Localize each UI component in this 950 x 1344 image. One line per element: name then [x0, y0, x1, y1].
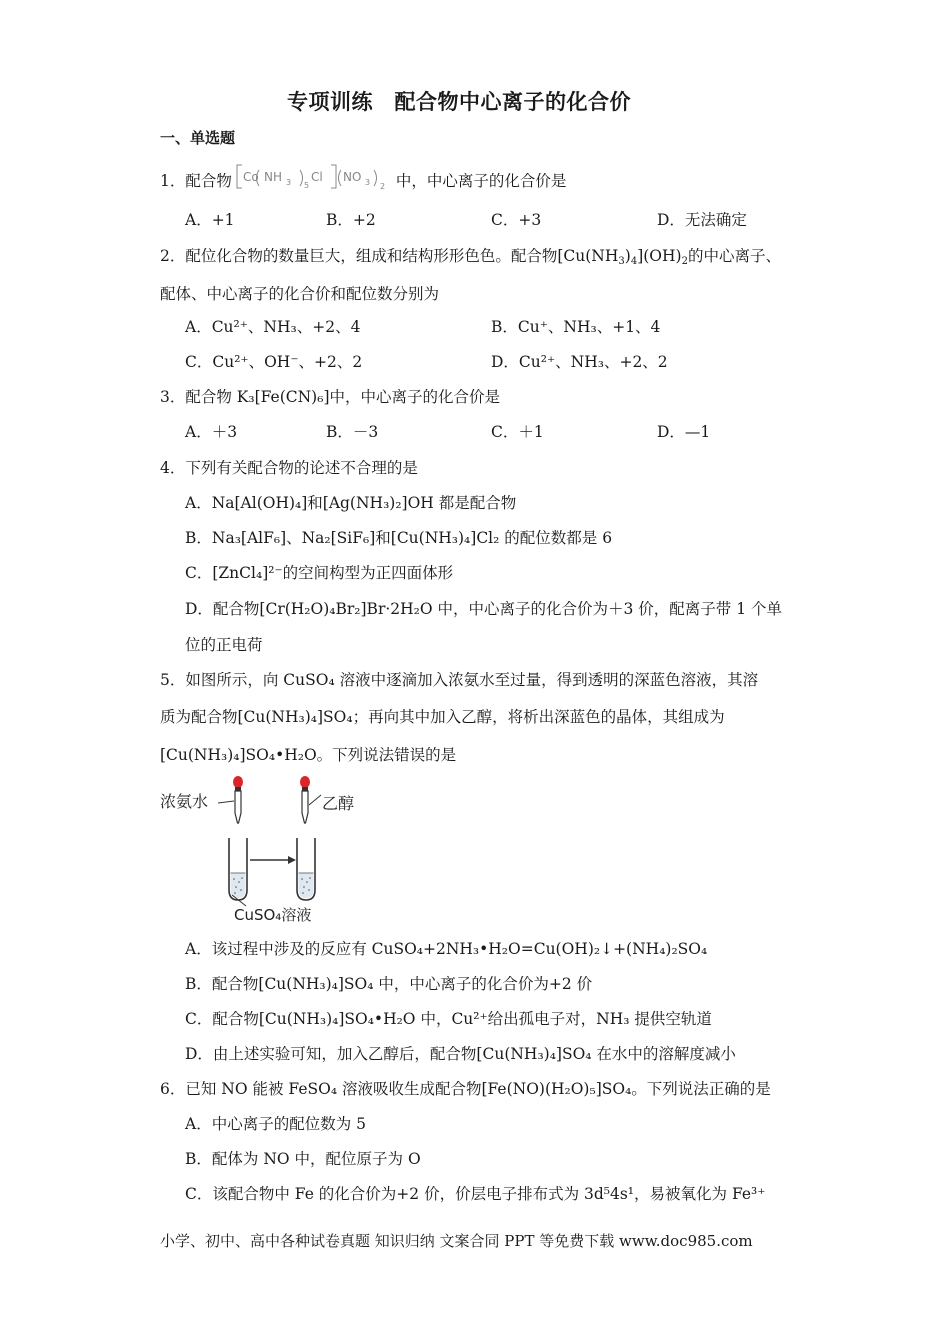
question-4-stem: 4．下列有关配合物的论述不合理的是: [160, 459, 418, 477]
q2-option-a[interactable]: A．Cu²⁺、NH₃、+2、4: [185, 318, 361, 336]
svg-text:2: 2: [379, 182, 385, 191]
q3-option-b[interactable]: B．－3: [326, 423, 379, 441]
q2-text-g: 的中心离子、: [687, 247, 781, 265]
q3-option-c[interactable]: C．＋1: [491, 423, 544, 441]
question-5-line-3: [Cu(NH₃)₄]SO₄•H₂O。下列说法错误的是: [160, 746, 457, 764]
q2-text-e: ](OH): [637, 247, 682, 265]
svg-text:3: 3: [285, 178, 291, 187]
q1-option-d[interactable]: D．无法确定: [657, 211, 747, 229]
q2-sub-2: 2: [681, 256, 688, 267]
q2-sub-4: 4: [630, 256, 638, 267]
svg-text:3: 3: [364, 178, 370, 187]
question-6-stem: 6．已知 NO 能被 FeSO₄ 溶液吸收生成配合物[Fe(NO)(H₂O)₅]SO₄。下列说法正确的是: [160, 1080, 771, 1098]
dropper-2-icon: [300, 776, 310, 823]
q2-text-c: ): [624, 247, 631, 265]
q5-option-c[interactable]: C．配合物[Cu(NH₃)₄]SO₄•H₂O 中，Cu²⁺给出孤电子对，NH₃ 提供空轨道: [185, 1010, 712, 1028]
q6-option-a[interactable]: A．中心离子的配位数为 5: [185, 1115, 366, 1133]
formula-image: [234, 162, 394, 202]
q5-option-a[interactable]: A．该过程中涉及的反应有 CuSO₄+2NH₃•H₂O=Cu(OH)₂↓+(NH₄)₂SO₄: [185, 940, 708, 958]
q1-option-a[interactable]: A．+1: [185, 211, 235, 229]
q3-option-a[interactable]: A．＋3: [185, 423, 238, 441]
test-tube-1-icon: [229, 838, 247, 900]
question-1-stem: [160, 162, 566, 202]
q4-option-d-continued: 位的正电荷: [185, 636, 263, 654]
q2-option-d[interactable]: D．Cu²⁺、NH₃、+2、2: [491, 353, 668, 371]
arrow-right-icon: [250, 856, 296, 864]
q6-option-c[interactable]: C．该配合物中 Fe 的化合价为+2 价，价层电子排布式为 3d⁵4s¹，易被氧化为 Fe³⁺: [185, 1185, 766, 1203]
q2-sub-3: 3: [618, 256, 625, 267]
test-tube-2-icon: [297, 838, 315, 900]
complex-formula-graphic: [234, 162, 394, 196]
svg-text:Co: Co: [242, 170, 259, 184]
q1-option-c[interactable]: C．+3: [491, 211, 542, 229]
question-2-line-1: [160, 245, 781, 267]
q1-option-b[interactable]: B．+2: [326, 211, 376, 229]
question-1-pre: 1．配合物: [160, 172, 232, 190]
page-title: 专项训练 配合物中心离子的化合价: [287, 89, 631, 114]
question-2-line-2: 配体、中心离子的化合价和配位数分别为: [160, 285, 440, 303]
figure-label-cuso4: CuSO₄溶液: [234, 906, 312, 924]
section-heading: 一、单选题: [160, 129, 236, 147]
q3-option-d[interactable]: D．—1: [657, 423, 711, 441]
q2-text-a: 2．配位化合物的数量巨大，组成和结构形形色色。配合物[Cu(NH: [160, 247, 619, 265]
question-1-post: 中，中心离子的化合价是: [395, 172, 567, 190]
q2-option-c[interactable]: C．Cu²⁺、OH⁻、+2、2: [185, 353, 363, 371]
q5-option-d[interactable]: D．由上述实验可知，加入乙醇后，配合物[Cu(NH₃)₄]SO₄ 在水中的溶解度减小: [185, 1045, 736, 1063]
dropper-1-icon: [233, 776, 243, 823]
q4-option-b[interactable]: B．Na₃[AlF₆]、Na₂[SiF₆]和[Cu(NH₃)₄]Cl₂ 的配位数都是 6: [185, 529, 613, 547]
svg-text:NO: NO: [342, 170, 362, 184]
q4-option-c[interactable]: C．[ZnCl₄]²⁻的空间构型为正四面体形: [185, 564, 454, 582]
svg-text:5: 5: [303, 181, 309, 190]
question-5-line-1: 5．如图所示，向 CuSO₄ 溶液中逐滴加入浓氨水至过量，得到透明的深蓝色溶液，其溶: [160, 671, 759, 689]
q6-option-b[interactable]: B．配体为 NO 中，配位原子为 O: [185, 1150, 421, 1168]
page-footer: 小学、初中、高中各种试卷真题 知识归纳 文案合同 PPT 等免费下载 www.doc985.com: [160, 1232, 753, 1250]
q5-option-b[interactable]: B．配合物[Cu(NH₃)₄]SO₄ 中，中心离子的化合价为+2 价: [185, 975, 593, 993]
q2-option-b[interactable]: B．Cu⁺、NH₃、+1、4: [491, 318, 661, 336]
experiment-figure: [158, 775, 378, 925]
svg-text:NH: NH: [263, 170, 282, 184]
question-5-line-2: 质为配合物[Cu(NH₃)₄]SO₄；再向其中加入乙醇，将析出深蓝色的晶体，其组成为: [160, 708, 725, 726]
figure-label-ammonia: 浓氨水: [160, 792, 209, 811]
question-3-stem: 3．配合物 K₃[Fe(CN)₆]中，中心离子的化合价是: [160, 388, 500, 406]
q4-option-a[interactable]: A．Na[Al(OH)₄]和[Ag(NH₃)₂]OH 都是配合物: [185, 494, 517, 512]
q4-option-d[interactable]: D．配合物[Cr(H₂O)₄Br₂]Br·2H₂O 中，中心离子的化合价为＋3 价，配离子带 1 个单: [185, 600, 783, 618]
svg-text:Cl: Cl: [310, 170, 323, 184]
figure-label-ethanol: 乙醇: [322, 794, 355, 813]
